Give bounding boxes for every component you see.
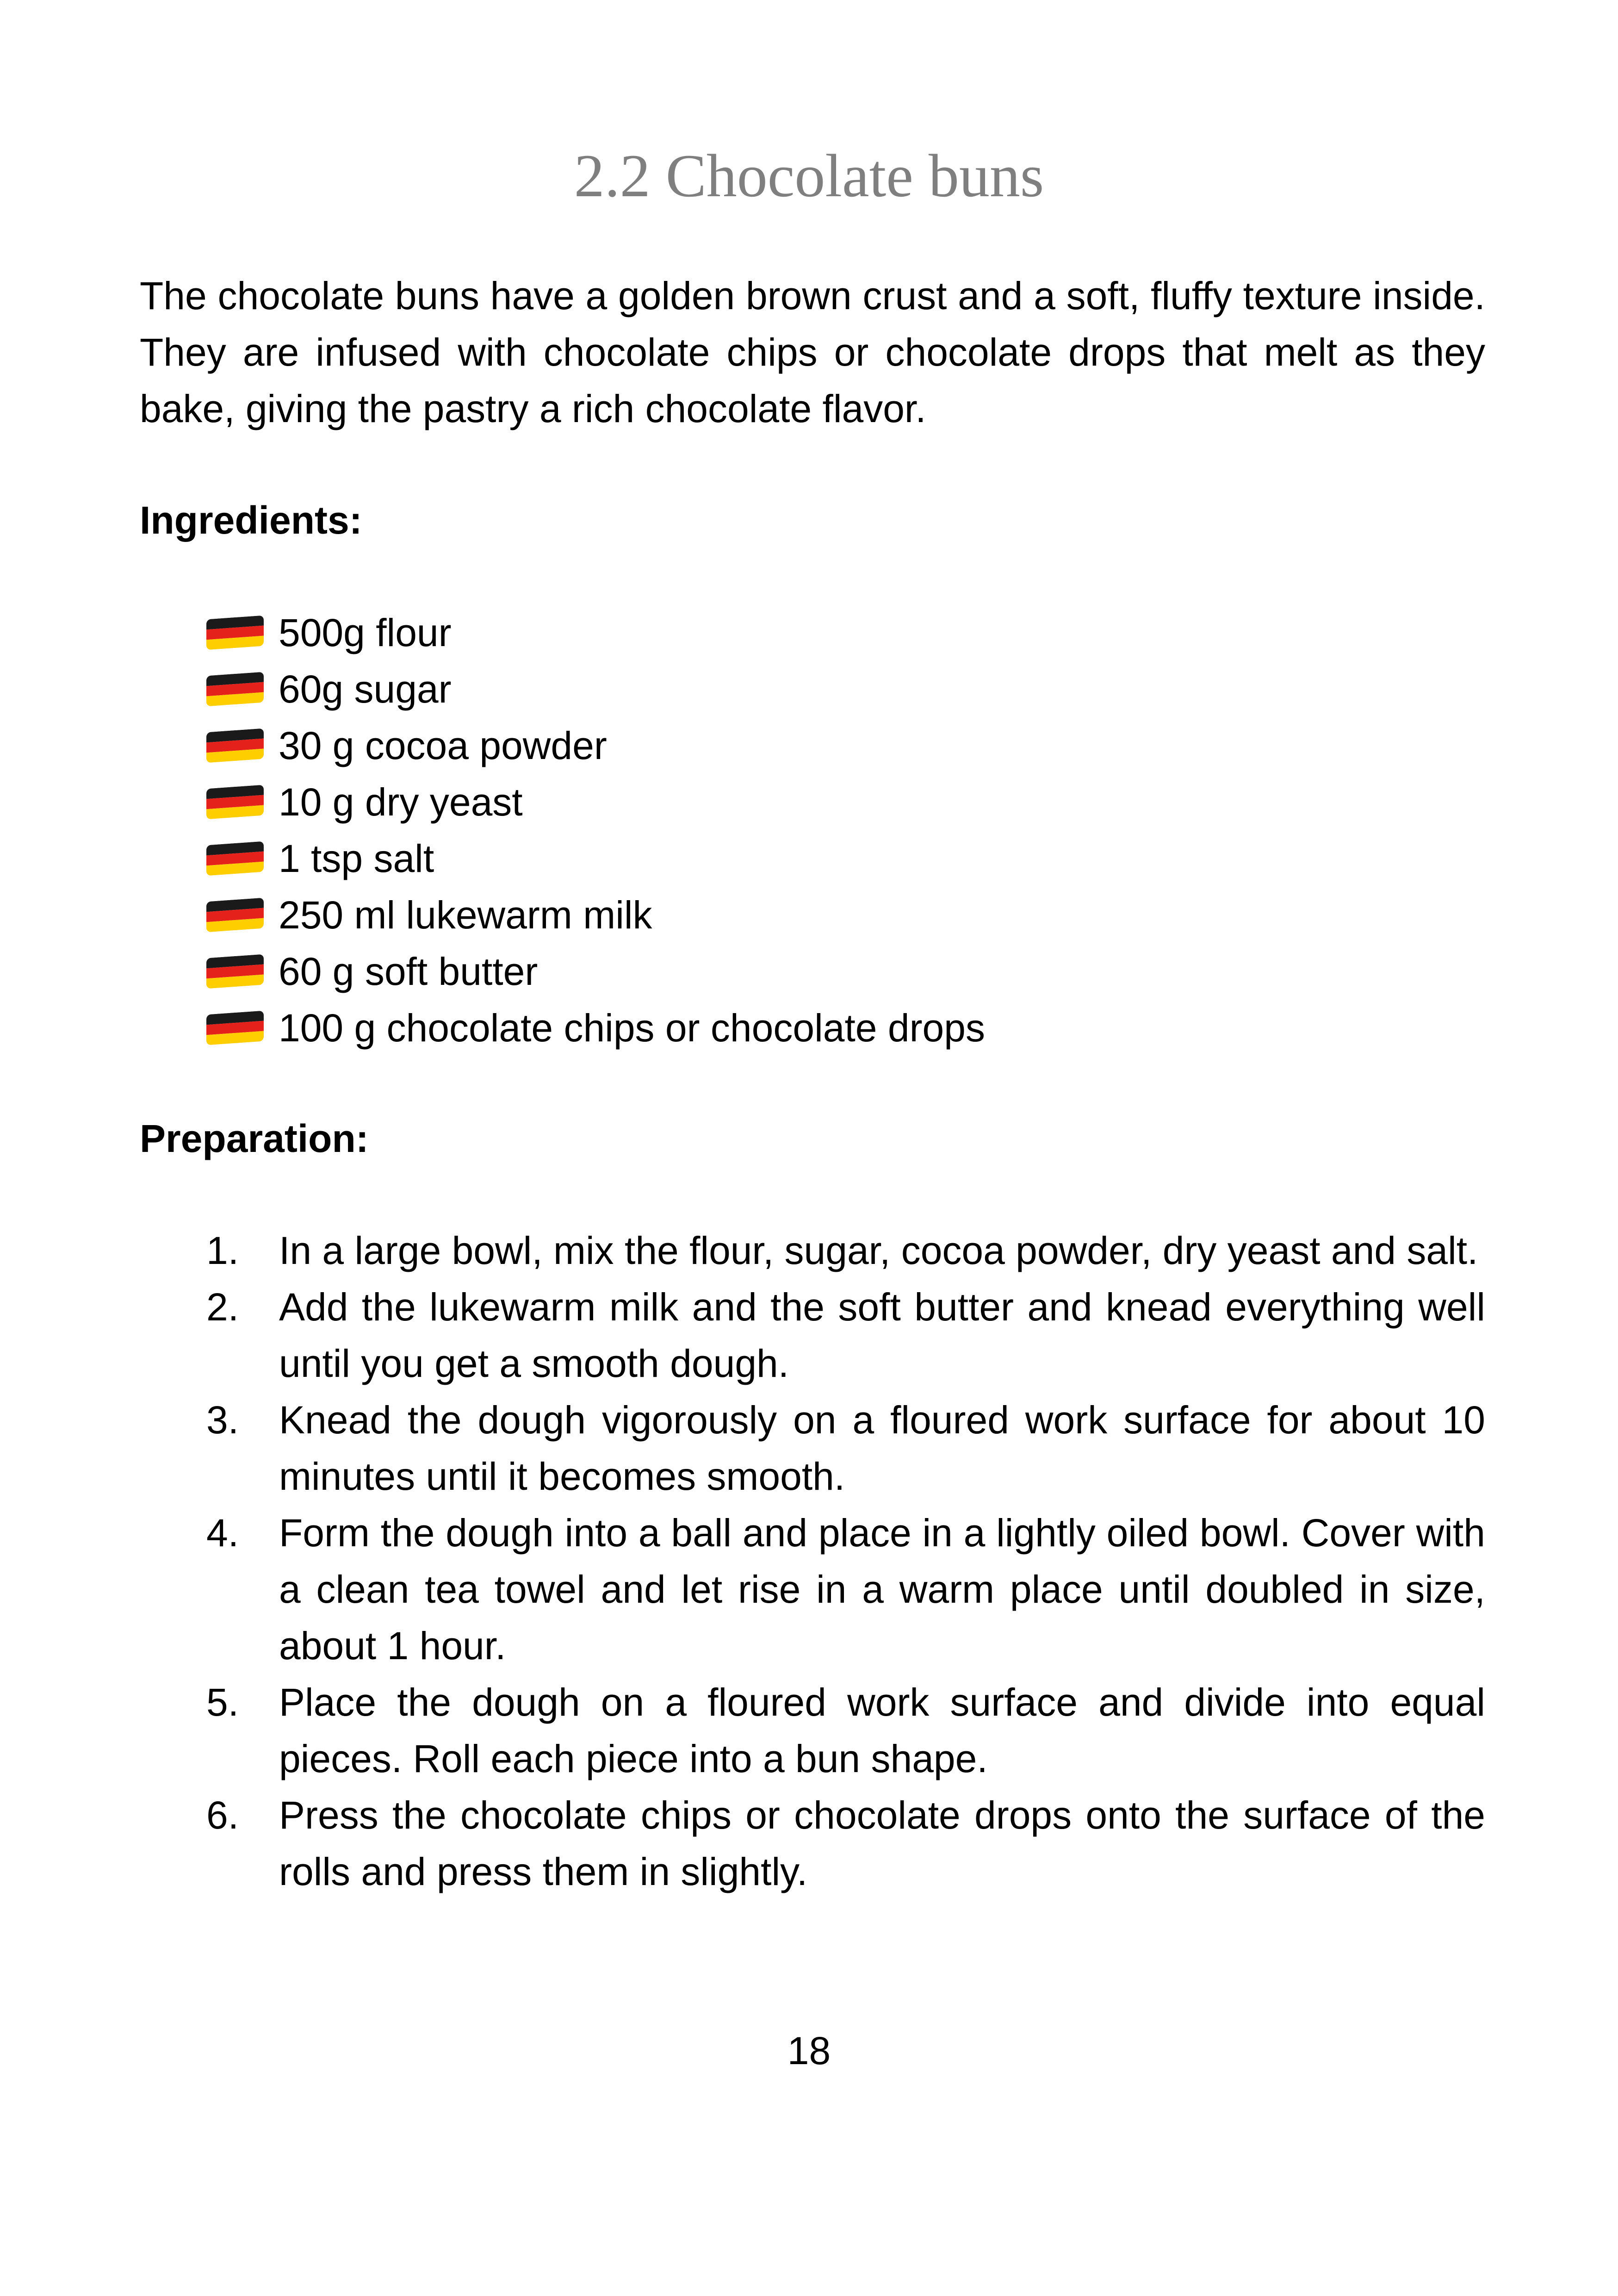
ingredient-text: 500g flour bbox=[279, 611, 452, 654]
germany-flag-icon bbox=[206, 616, 264, 650]
page-number: 18 bbox=[787, 2029, 831, 2072]
step-number: 5. bbox=[206, 1680, 239, 1724]
ingredients-heading: Ingredients: bbox=[140, 498, 362, 542]
ingredient-item bbox=[206, 943, 985, 1000]
germany-flag-icon bbox=[206, 898, 264, 933]
step-text: Form the dough into a ball and place in a lightly oiled bowl. Cover with a clean tea towel and let rise in a warm place until doubled in size, about 1 hour. bbox=[279, 1511, 1485, 1668]
germany-flag-icon bbox=[206, 672, 264, 707]
ingredient-text: 30 g cocoa powder bbox=[279, 724, 607, 767]
ingredient-item bbox=[206, 774, 985, 830]
preparation-step bbox=[206, 1222, 1485, 1279]
step-text: Place the dough on a floured work surface and divide into equal pieces. Roll each piece into a bun shape. bbox=[279, 1680, 1485, 1780]
ingredient-text: 60g sugar bbox=[279, 667, 452, 711]
step-number: 1. bbox=[206, 1229, 239, 1272]
ingredient-item bbox=[206, 604, 985, 661]
germany-flag-icon bbox=[206, 785, 264, 820]
ingredient-item bbox=[206, 1000, 985, 1056]
ingredient-item bbox=[206, 887, 985, 943]
germany-flag-icon bbox=[206, 841, 264, 876]
preparation-heading: Preparation: bbox=[140, 1117, 369, 1160]
preparation-step bbox=[206, 1674, 1485, 1787]
intro-paragraph: The chocolate buns have a golden brown crust and a soft, fluffy texture inside. They are infused with chocolate chips or chocolate drops that melt as they bake, giving the pastry a rich chocolate flavor. bbox=[140, 274, 1485, 430]
preparation-step bbox=[206, 1392, 1485, 1505]
ingredient-text: 10 g dry yeast bbox=[279, 780, 523, 824]
ingredient-item bbox=[206, 661, 985, 717]
preparation-step bbox=[206, 1279, 1485, 1392]
step-number: 6. bbox=[206, 1793, 239, 1837]
ingredient-item bbox=[206, 830, 985, 887]
step-text: Knead the dough vigorously on a floured work surface for about 10 minutes until it becomes smooth. bbox=[279, 1398, 1485, 1498]
preparation-steps bbox=[206, 1222, 1485, 1900]
ingredients-list bbox=[206, 604, 985, 1056]
page-title: 2.2 Chocolate buns bbox=[574, 142, 1044, 210]
ingredient-item bbox=[206, 717, 985, 774]
step-text: Press the chocolate chips or chocolate drops onto the surface of the rolls and press them in slightly. bbox=[279, 1793, 1485, 1893]
preparation-step bbox=[206, 1505, 1485, 1674]
germany-flag-icon bbox=[206, 728, 264, 763]
germany-flag-icon bbox=[206, 1011, 264, 1045]
ingredient-text: 1 tsp salt bbox=[279, 837, 434, 880]
step-number: 3. bbox=[206, 1398, 239, 1442]
ingredient-text: 250 ml lukewarm milk bbox=[279, 893, 652, 937]
ingredient-text: 60 g soft butter bbox=[279, 950, 538, 993]
germany-flag-icon bbox=[206, 954, 264, 989]
step-number: 2. bbox=[206, 1285, 239, 1329]
step-text: Add the lukewarm milk and the soft butter and knead everything well until you get a smooth dough. bbox=[279, 1285, 1485, 1385]
step-text: In a large bowl, mix the flour, sugar, cocoa powder, dry yeast and salt. bbox=[279, 1229, 1478, 1272]
ingredient-text: 100 g chocolate chips or chocolate drops bbox=[279, 1006, 985, 1050]
step-number: 4. bbox=[206, 1511, 239, 1555]
preparation-step bbox=[206, 1787, 1485, 1900]
